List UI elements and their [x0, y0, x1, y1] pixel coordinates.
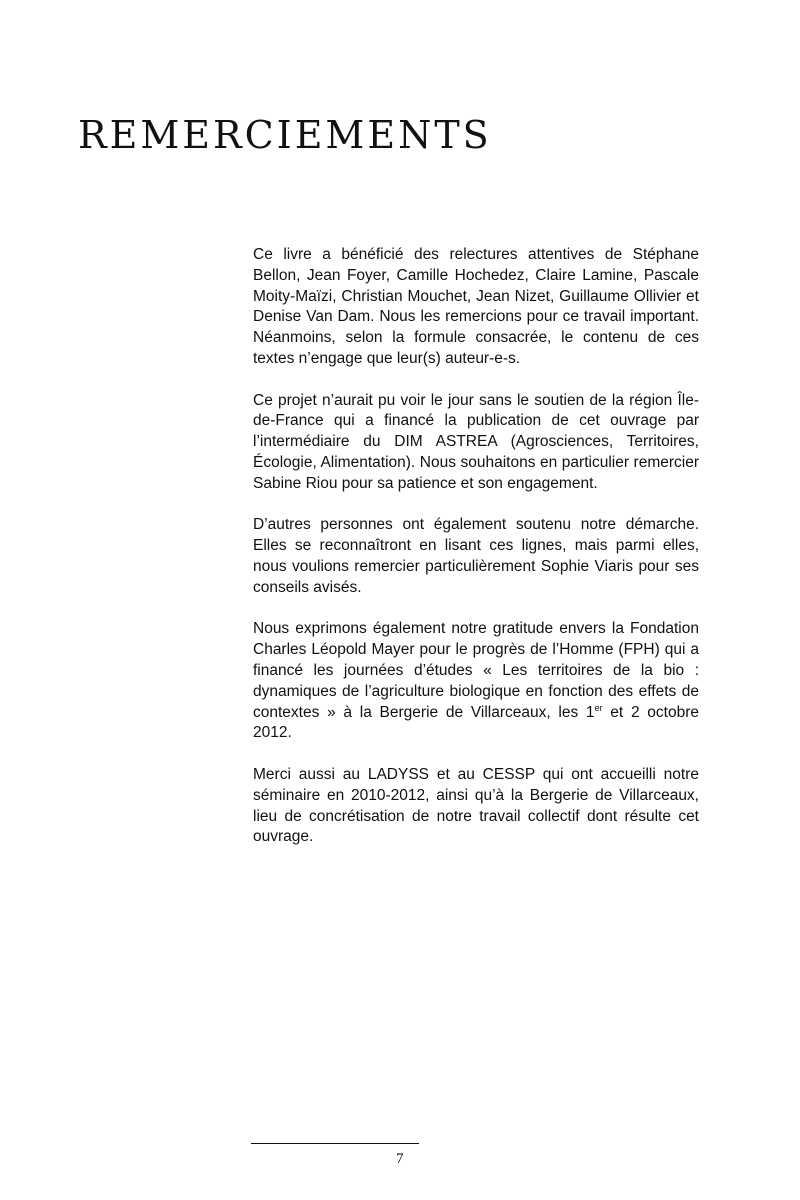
paragraph-funding-region: Ce projet n’aurait pu voir le jour sans le soutien de la région Île-de-France qui a financé la publication de cet ouvrage par l’intermédiaire du DIM ASTREA (Agrosciences, Territoires, Écologie, Alimentation). Nous souhaitons en particulier remercier Sabine Riou pour sa patience et son engagement. — [253, 391, 699, 492]
page-number: 7 — [396, 1151, 404, 1167]
footer-rule — [251, 1143, 419, 1144]
acknowledgements-body — [253, 245, 699, 869]
paragraph-fph-foundation — [253, 619, 699, 744]
fph-text-before: Nous exprimons également notre gratitude envers la Fondation Charles Léopold Mayer pour le progrès de l’Homme (FPH) qui a financé les journées d’études « Les territoires de la bio : dynamiques de l’agriculture biologique en fonction des effets de contextes » à la Bergerie de Villarceaux, les 1 — [253, 620, 699, 721]
paragraph-ladyss-cessp: Merci aussi au LADYSS et au CESSP qui ont accueilli notre séminaire en 2010-2012, ainsi qu’à la Bergerie de Villarceaux, lieu de concrétisation de notre travail collectif dont résulte cet ouvrage. — [253, 765, 699, 846]
ordinal-superscript: er — [594, 702, 603, 713]
fph-text-after: et 2 octobre 2012. — [253, 703, 700, 742]
paragraph-other-supporters: D’autres personnes ont également soutenu notre démarche. Elles se reconnaîtront en lisant ces lignes, mais parmi elles, nous voulions remercier particulièrement Sophie Viaris pour ses conseils avisés. — [253, 516, 699, 596]
paragraph-reviewers: Ce livre a bénéficié des relectures attentives de Stéphane Bellon, Jean Foyer, Camille Hochedez, Claire Lamine, Pascale Moity-Maïzi, Christian Mouchet, Jean Nizet, Guillaume Ollivier et Denise Van Dam. Nous les remercions pour ce travail important. Néanmoins, selon la formule consacrée, le contenu de ces textes n’engage que leur(s) auteur-e-s. — [253, 246, 699, 367]
page-title: REMERCIEMENTS — [78, 113, 492, 157]
